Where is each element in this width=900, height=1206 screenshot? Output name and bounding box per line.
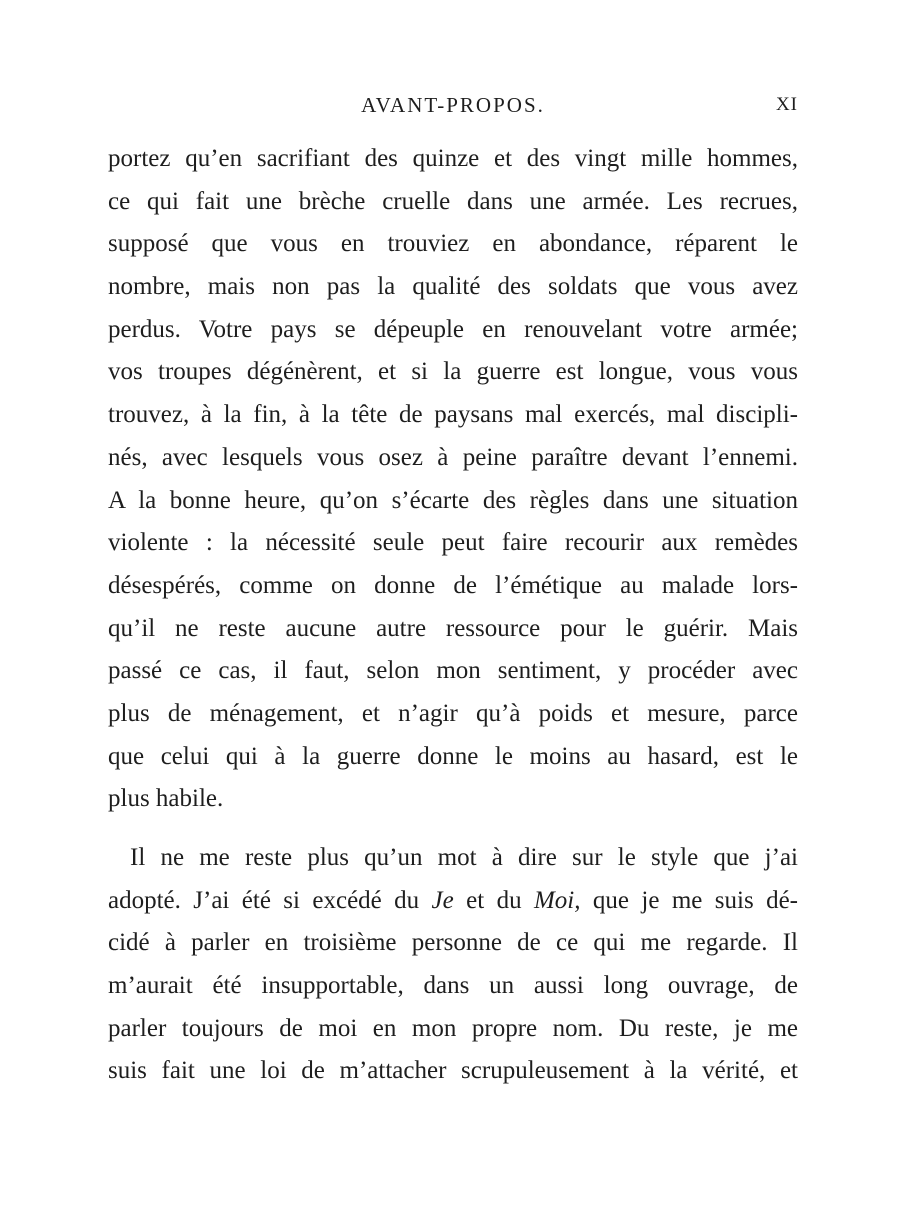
text-line: perdus. Votre pays se dépeuple en renouvelant votre armée; <box>108 315 798 343</box>
text-line: supposé que vous en trouviez en abondance, réparent le <box>108 230 798 258</box>
text-run: adopté. J’ai été si excédé du <box>108 886 432 914</box>
text-line: désespérés, comme on donne de l’émétique au malade lors- <box>108 571 798 599</box>
text-line: violente : la nécessité seule peut faire recourir aux remèdes <box>108 529 798 557</box>
text-line: trouvez, à la fin, à la tête de paysans mal exercés, mal discipli- <box>108 401 798 429</box>
text-line: portez qu’en sacrifiant des quinze et des vingt mille hommes, <box>108 145 798 172</box>
text-line: nés, avec lesquels vous osez à peine paraître devant l’ennemi. <box>108 443 798 471</box>
text-line: suis fait une loi de m’attacher scrupuleusement à la vérité, et <box>108 1057 798 1085</box>
italic-word-je: Je <box>431 886 454 914</box>
text-line: que celui qui à la guerre donne le moins au hasard, est le <box>108 742 798 770</box>
text-line: vos troupes dégénèrent, et si la guerre est longue, vous vous <box>108 358 798 386</box>
text-run: et du <box>453 886 534 914</box>
text-line: passé ce cas, il faut, selon mon sentiment, y procéder avec <box>108 657 798 685</box>
text-line: cidé à parler en troisième personne de ce qui me regarde. Il <box>108 929 798 957</box>
text-line: qu’il ne reste aucune autre ressource pour le guérir. Mais <box>108 614 798 642</box>
paragraph-gap <box>108 821 798 837</box>
text-line: ce qui fait une brèche cruelle dans une armée. Les recrues, <box>108 187 798 215</box>
text-run: que je me suis dé- <box>580 886 798 914</box>
running-title: AVANT-PROPOS. <box>361 93 545 117</box>
page-number: XI <box>775 94 798 115</box>
running-head <box>108 90 798 120</box>
text-line: plus habile. <box>108 785 224 813</box>
text-line: m’aurait été insupportable, dans un aussi long ouvrage, de <box>108 972 798 1000</box>
text-line: parler toujours de moi en mon propre nom. Du reste, je me <box>108 1014 798 1042</box>
text-line: Il ne me reste plus qu’un mot à dire sur le style que j’ai <box>130 844 798 871</box>
text-line: nombre, mais non pas la qualité des soldats que vous avez <box>108 273 798 301</box>
text-line <box>108 880 798 923</box>
italic-word-moi: Moi, <box>533 886 581 914</box>
paragraph <box>108 138 798 821</box>
text-line: A la bonne heure, qu’on s’écarte des règles dans une situation <box>108 486 798 514</box>
paragraph <box>108 837 798 1093</box>
body-text <box>108 138 798 1093</box>
text-line: plus de ménagement, et n’agir qu’à poids et mesure, parce <box>108 699 798 727</box>
